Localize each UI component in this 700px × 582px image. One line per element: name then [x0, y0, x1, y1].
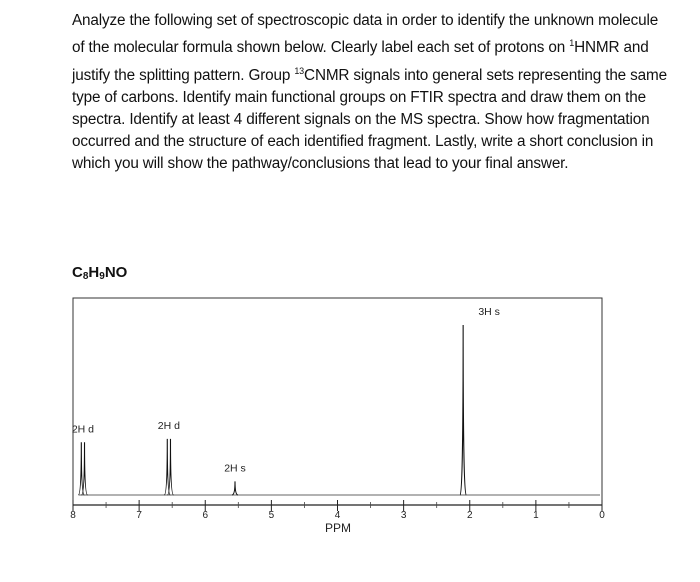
peaks — [72, 306, 600, 495]
x-axis-label: PPM — [324, 521, 352, 535]
peak-3 — [224, 462, 246, 495]
tick-label-2: 2 — [466, 510, 473, 521]
peak-label: 2H d — [71, 423, 95, 436]
molecular-formula: $C_8H_9NO$ — [72, 264, 128, 282]
peak-line — [232, 481, 238, 495]
tick-label-6: 6 — [202, 510, 209, 521]
tick-label-8: 8 — [70, 510, 76, 521]
peak-1 — [72, 423, 94, 495]
peak-label: 2H d — [157, 419, 180, 432]
peak-label: 2H s — [224, 462, 246, 475]
peak-line — [460, 325, 466, 495]
axis-ticks — [70, 500, 605, 521]
peak-4 — [460, 306, 500, 495]
superscript-13: 13 — [294, 65, 305, 76]
tick-label-7: 7 — [136, 510, 142, 521]
plot-frame — [73, 298, 602, 505]
tick-label-4: 4 — [334, 510, 341, 521]
tick-label-1: 1 — [533, 510, 539, 521]
peak-2 — [158, 420, 180, 495]
peak-label: 3H s — [478, 306, 500, 318]
tick-label-5: 5 — [268, 510, 275, 521]
question-text: Analyze the following set of spectroscopic data in order to identify the unknown molecule of the molecular formula shown below. Clearly label each set of protons on $^1$HNMR and justify the splitting pattern. Group $^{13}$CNMR signals into general sets representing the same type of carbons. Identify main functional groups on FTIR spectra and draw them on the spectra. Identify at least 4 different signals on the MS spectra. Show how fragmentation occurred and the structure of each identified fragment. Lastly, write a short conclusion in which you will show the pathway/conclusions that lead to your final answer. — [72, 12, 667, 173]
tick-label-3: 3 — [400, 510, 407, 521]
superscript-1: 1 — [569, 38, 575, 49]
tick-label-0: 0 — [599, 510, 605, 521]
